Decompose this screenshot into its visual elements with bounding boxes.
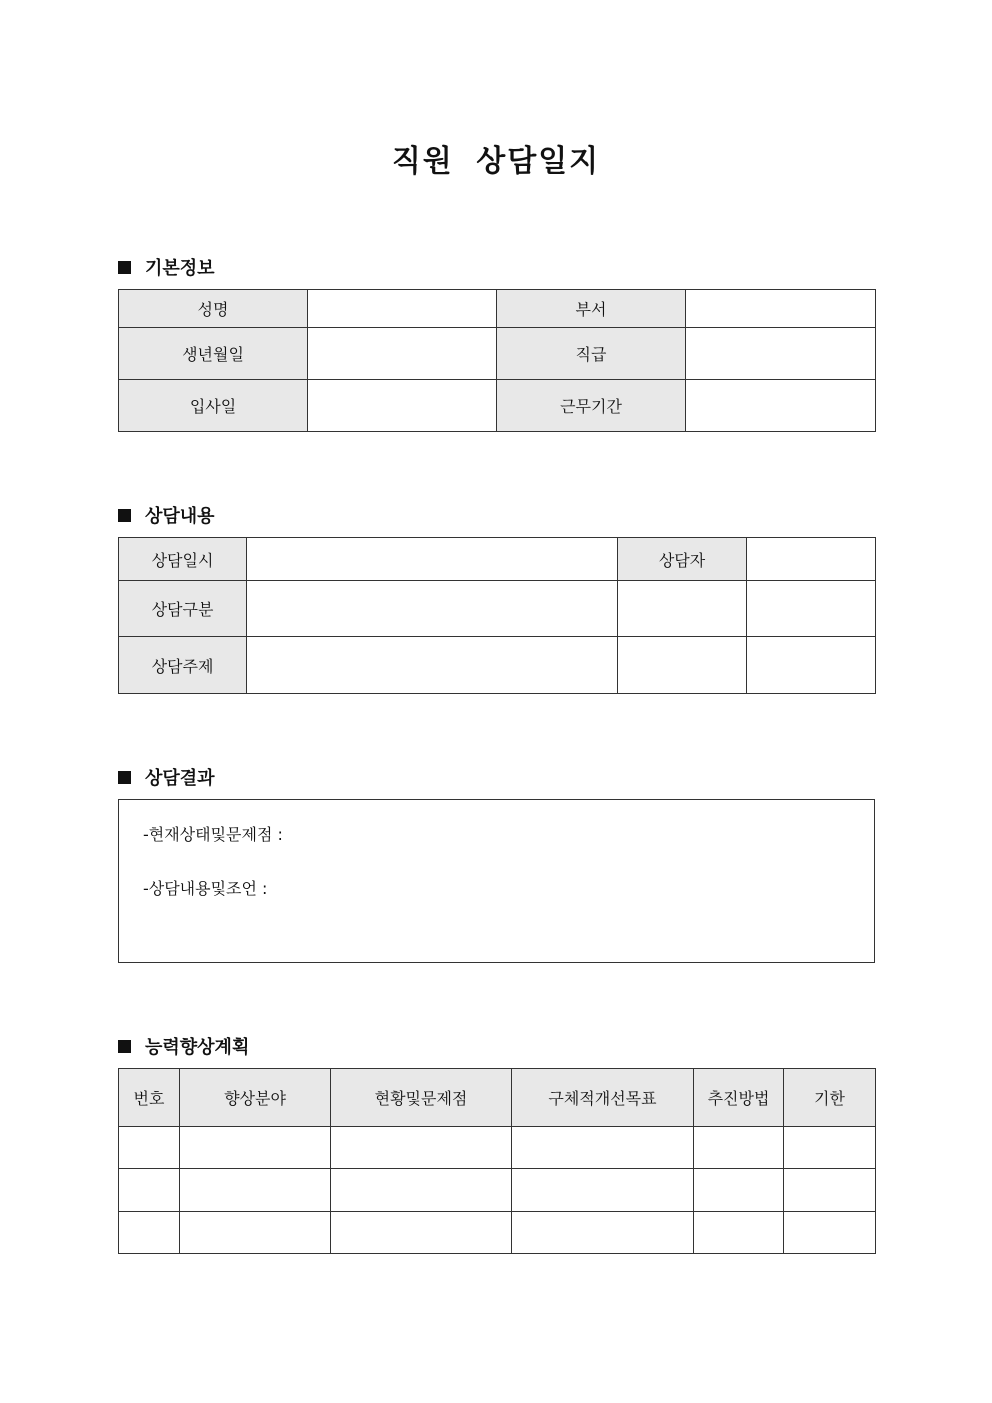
table-cell[interactable] [119,1212,180,1254]
plan-table [118,1068,876,1254]
square-bullet-icon [118,261,131,274]
table-cell[interactable] [512,1212,694,1254]
advice-line: -상담내용및조언 : [143,879,268,898]
plan-header-method: 추진방법 [694,1069,784,1127]
section-counsel-heading [118,502,215,528]
plan-header-goal: 구체적개선목표 [512,1069,694,1127]
birth-label: 생년월일 [119,328,308,380]
result-box[interactable] [118,799,875,963]
section-result-label: 상담결과 [145,768,215,789]
basic-info-table [118,289,876,432]
table-row [119,1127,876,1169]
counselor-label: 상담자 [618,538,747,581]
tenure-field[interactable] [686,380,876,432]
table-row [119,1212,876,1254]
plan-header-number: 번호 [119,1069,180,1127]
page-title: 직원 상담일지 [391,144,601,179]
table-cell[interactable] [180,1169,331,1212]
department-field[interactable] [686,290,876,328]
join-date-field[interactable] [308,380,497,432]
table-cell[interactable] [618,637,747,694]
datetime-label: 상담일시 [119,538,247,581]
section-plan-heading [118,1033,249,1059]
section-result-heading [118,764,215,790]
status-problem-line: -현재상태및문제점 : [143,825,283,844]
table-cell[interactable] [119,1169,180,1212]
table-cell[interactable] [331,1169,512,1212]
position-field[interactable] [686,328,876,380]
topic-label: 상담주제 [119,637,247,694]
plan-header-deadline: 기한 [784,1069,876,1127]
table-cell[interactable] [512,1127,694,1169]
table-cell[interactable] [747,637,876,694]
table-cell[interactable] [784,1169,876,1212]
table-cell[interactable] [331,1127,512,1169]
square-bullet-icon [118,509,131,522]
join-date-label: 입사일 [119,380,308,432]
square-bullet-icon [118,771,131,784]
section-basic-label: 기본정보 [145,258,215,279]
tenure-label: 근무기간 [497,380,686,432]
table-cell[interactable] [694,1127,784,1169]
table-cell[interactable] [180,1127,331,1169]
counselor-field[interactable] [747,538,876,581]
birth-field[interactable] [308,328,497,380]
table-cell[interactable] [331,1212,512,1254]
section-basic-heading [118,254,215,280]
category-field[interactable] [247,581,618,637]
section-counsel-label: 상담내용 [145,506,215,527]
table-cell[interactable] [784,1212,876,1254]
table-cell[interactable] [618,581,747,637]
table-row [119,1169,876,1212]
topic-field[interactable] [247,637,618,694]
plan-header-status: 현황및문제점 [331,1069,512,1127]
name-field[interactable] [308,290,497,328]
datetime-field[interactable] [247,538,618,581]
table-cell[interactable] [119,1127,180,1169]
table-cell[interactable] [747,581,876,637]
department-label: 부서 [497,290,686,328]
table-cell[interactable] [694,1212,784,1254]
counsel-table [118,537,876,694]
plan-header-area: 향상분야 [180,1069,331,1127]
category-label: 상담구분 [119,581,247,637]
name-label: 성명 [119,290,308,328]
section-plan-label: 능력향상계획 [145,1037,250,1058]
table-cell[interactable] [180,1212,331,1254]
table-cell[interactable] [512,1169,694,1212]
table-cell[interactable] [784,1127,876,1169]
table-cell[interactable] [694,1169,784,1212]
position-label: 직급 [497,328,686,380]
square-bullet-icon [118,1040,131,1053]
